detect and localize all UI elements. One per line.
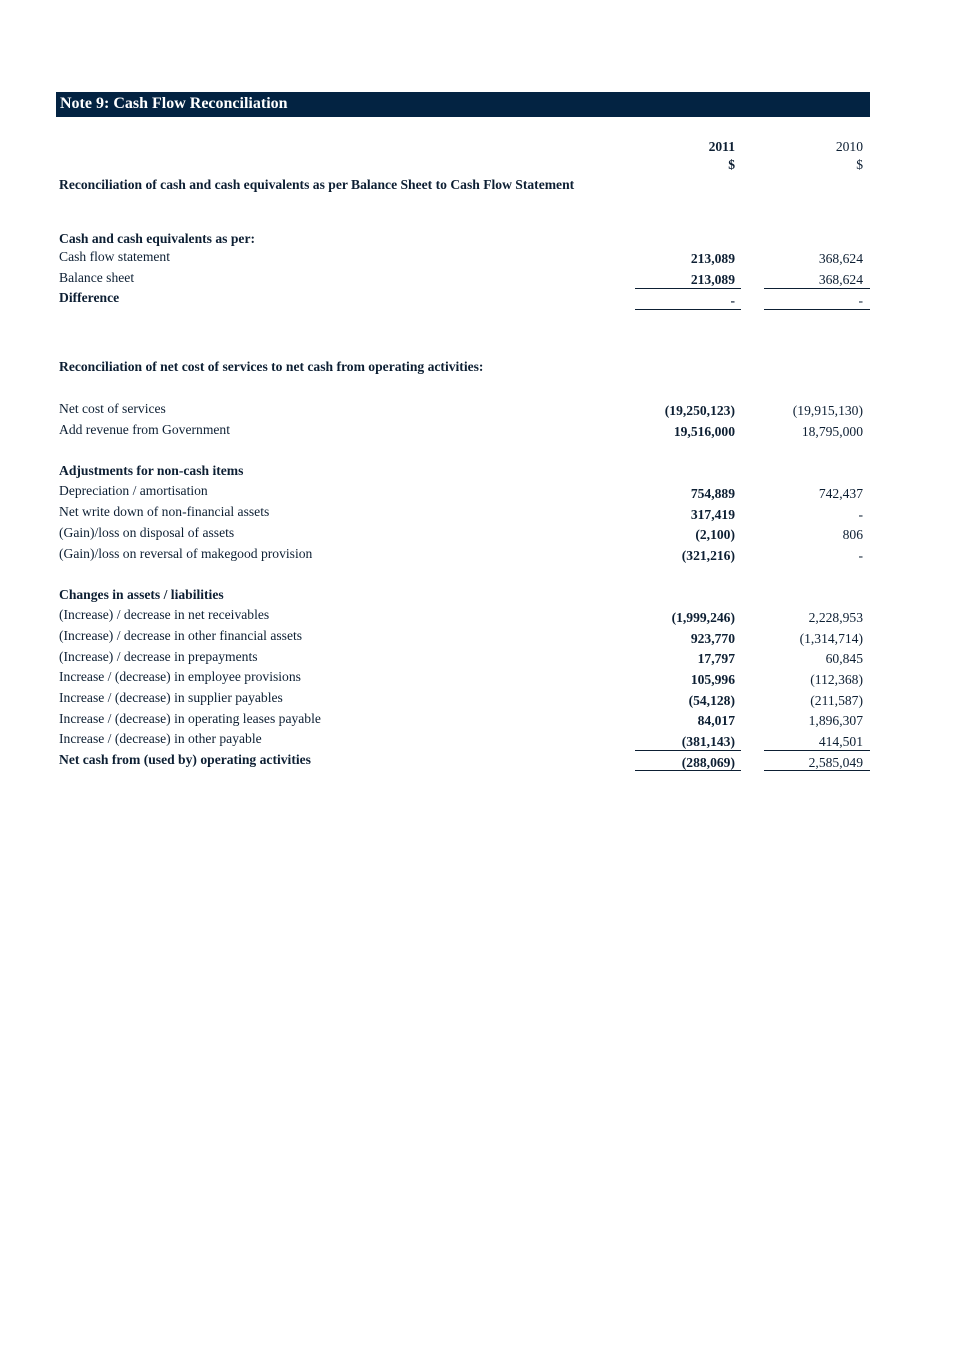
- row-label: Increase / (decrease) in supplier payables: [59, 690, 283, 705]
- row-value-2010: 18,795,000: [801, 424, 863, 439]
- row-value-2010: 368,624: [818, 251, 863, 266]
- total-label: Net cash from (used by) operating activities: [59, 752, 311, 767]
- total-value-2011: (288,069): [681, 755, 735, 770]
- row-label: (Gain)/loss on disposal of assets: [59, 525, 235, 540]
- row-value-2010: (112,368): [810, 672, 863, 687]
- row-label: (Increase) / decrease in prepayments: [59, 649, 258, 664]
- note-title: Note 9: Cash Flow Reconciliation: [60, 95, 288, 112]
- row-value-2010: 806: [842, 527, 863, 542]
- section2-heading: Reconciliation of net cost of services to net cash from operating activities:: [59, 359, 484, 374]
- row-value-2010: 368,624: [818, 272, 863, 287]
- note-title-bar: [56, 92, 870, 117]
- row-value-2010: 742,437: [818, 486, 863, 501]
- row-value-2011: 19,516,000: [673, 424, 735, 439]
- total-value-2010: 2,585,049: [808, 755, 863, 770]
- section1-subheading: Cash and cash equivalents as per:: [59, 231, 256, 246]
- row-value-2011: 105,996: [690, 672, 735, 687]
- column-unit-2010: $: [856, 157, 863, 172]
- divider-line: [635, 309, 741, 310]
- difference-value-2011: -: [730, 293, 735, 308]
- row-value-2011: (2,100): [695, 527, 735, 542]
- section1-heading: Reconciliation of cash and cash equivalents as per Balance Sheet to Cash Flow Statement: [59, 177, 575, 192]
- divider-line: [635, 288, 741, 289]
- row-label: (Gain)/loss on reversal of makegood provision: [59, 546, 313, 561]
- row-label: Net write down of non-financial assets: [59, 504, 270, 519]
- difference-label: Difference: [59, 290, 120, 305]
- changes-heading: Changes in assets / liabilities: [59, 587, 224, 602]
- row-value-2011: 317,419: [690, 507, 735, 522]
- divider-line: [764, 309, 870, 310]
- row-value-2010: 414,501: [818, 734, 863, 749]
- divider-line: [635, 750, 741, 751]
- row-value-2011: (321,216): [681, 548, 735, 563]
- row-value-2010: -: [858, 548, 863, 563]
- difference-value-2010: -: [858, 293, 863, 308]
- row-label: Depreciation / amortisation: [59, 483, 208, 498]
- divider-line: [635, 770, 741, 771]
- row-value-2010: 60,845: [825, 651, 863, 666]
- column-header-2010: 2010: [835, 139, 863, 154]
- row-label: (Increase) / decrease in net receivables: [59, 607, 270, 622]
- row-value-2011: 754,889: [690, 486, 735, 501]
- column-header-2011: 2011: [708, 139, 735, 154]
- row-label: Increase / (decrease) in other payable: [59, 731, 262, 746]
- row-label: Balance sheet: [59, 270, 135, 285]
- row-value-2011: 213,089: [690, 251, 735, 266]
- row-label: Add revenue from Government: [59, 422, 230, 437]
- row-value-2011: 17,797: [697, 651, 735, 666]
- column-unit-2011: $: [728, 157, 735, 172]
- row-label: Increase / (decrease) in employee provisions: [59, 669, 301, 684]
- row-value-2010: (19,915,130): [792, 403, 863, 418]
- divider-line: [764, 750, 870, 751]
- row-value-2011: (19,250,123): [664, 403, 735, 418]
- row-value-2011: 84,017: [697, 713, 735, 728]
- row-value-2010: (211,587): [810, 693, 863, 708]
- divider-line: [764, 288, 870, 289]
- row-label: (Increase) / decrease in other financial assets: [59, 628, 303, 643]
- row-value-2011: (1,999,246): [671, 610, 735, 625]
- divider-line: [764, 770, 870, 771]
- row-value-2010: 2,228,953: [808, 610, 863, 625]
- row-label: Increase / (decrease) in operating leases payable: [59, 711, 321, 726]
- row-value-2010: -: [858, 507, 863, 522]
- row-value-2011: (54,128): [688, 693, 735, 708]
- row-value-2010: 1,896,307: [808, 713, 863, 728]
- row-label: Cash flow statement: [59, 249, 170, 264]
- adjustments-heading: Adjustments for non-cash items: [59, 463, 244, 478]
- row-value-2011: 213,089: [690, 272, 735, 287]
- row-label: Net cost of services: [59, 401, 166, 416]
- row-value-2010: (1,314,714): [799, 631, 863, 646]
- row-value-2011: (381,143): [681, 734, 735, 749]
- row-value-2011: 923,770: [690, 631, 735, 646]
